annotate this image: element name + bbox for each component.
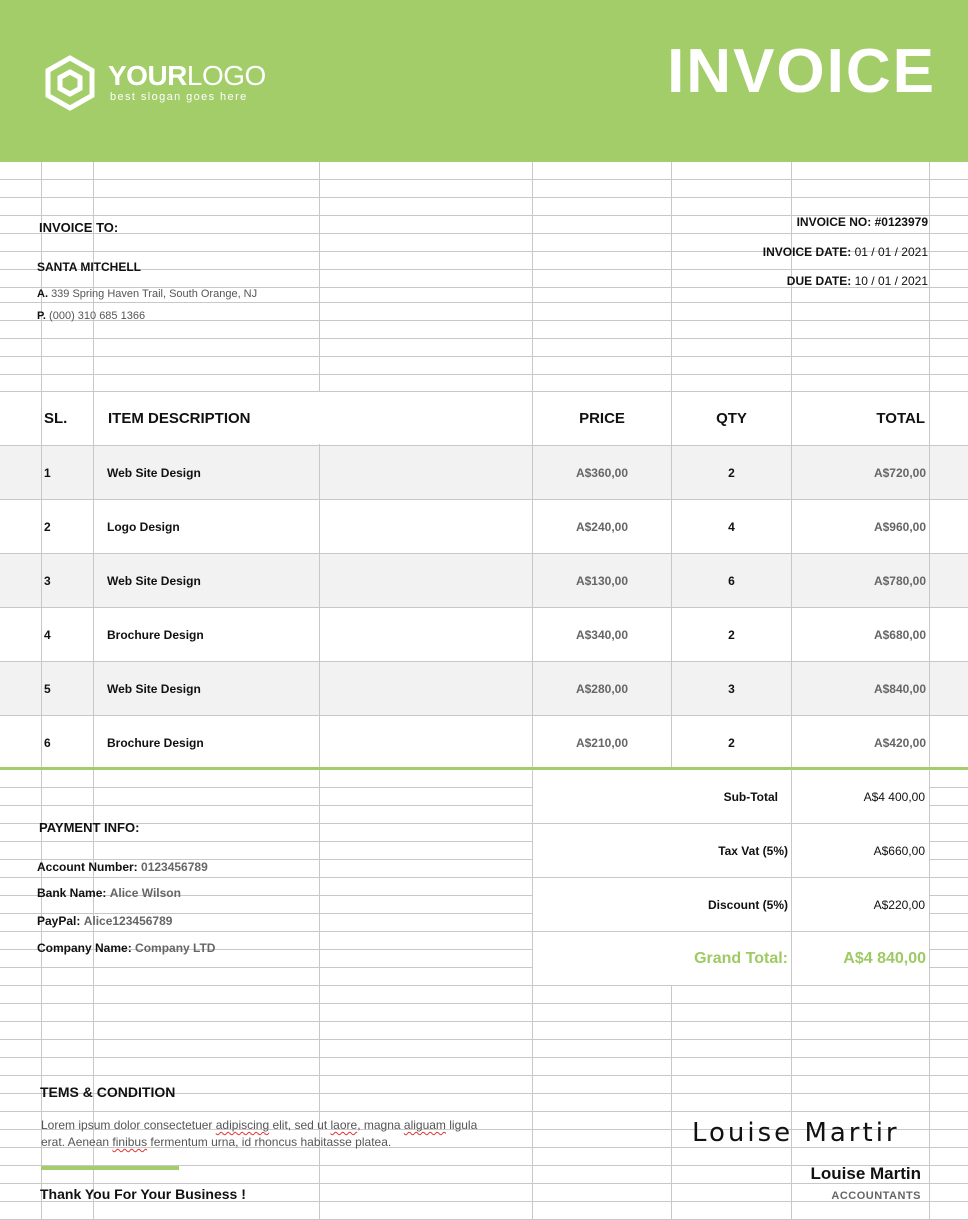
grid-line [41,392,42,445]
terms-text: erat. Aenean [41,1135,113,1149]
grid-line [0,1021,968,1022]
tax-label: Tax Vat (5%) [718,844,788,858]
row-description: Web Site Design [107,466,201,480]
col-header-total: TOTAL [876,410,925,427]
client-address [37,288,257,300]
grid-line [0,356,968,357]
row-total: A$840,00 [873,682,926,696]
row-qty: 6 [728,574,735,588]
col-header-price: PRICE [579,410,625,427]
row-qty: 4 [728,520,735,534]
col-header-qty: QTY [716,410,747,427]
logo-wordmark [108,60,266,92]
grid-line [0,499,968,500]
company-name-label: Company Name: [37,941,132,955]
bank-name-label: Bank Name: [37,886,107,900]
phone-value: (000) 310 685 1366 [49,310,146,322]
row-price: A$340,00 [575,628,629,642]
grid-line [0,302,968,303]
row-price: A$360,00 [575,466,629,480]
terms-accent-bar [41,1166,179,1170]
invoice-to-heading: INVOICE TO: [39,220,119,235]
grid-line [0,374,968,375]
grid-line [0,1111,968,1112]
row-qty: 2 [728,466,735,480]
row-qty: 2 [728,736,735,750]
terms-text: fermentum urna, id rhoncus habitasse platea. [147,1135,392,1149]
invoice-title: INVOICE [667,37,936,106]
grid-line [0,1039,968,1040]
row-total: A$780,00 [873,574,926,588]
thank-you-note: Thank You For Your Business ! [40,1186,246,1202]
row-qty: 3 [728,682,735,696]
invoice-number: INVOICE NO: #0123979 [796,215,928,229]
row-description: Web Site Design [107,682,201,696]
row-total: A$960,00 [873,520,926,534]
totals-divider [791,769,792,985]
col-header-description: ITEM DESCRIPTION [108,410,251,427]
terms-text: elit, sed ut [269,1118,331,1132]
terms-text: ligula [445,1118,478,1132]
signer-role: ACCOUNTANTS [831,1190,921,1202]
col-header-sl: SL. [44,410,68,427]
invoice-date-label: INVOICE DATE: [762,245,852,259]
totals-divider [532,985,930,986]
row-sl: 5 [44,682,51,696]
logo-word-your: YOUR [108,60,187,91]
table-bottom-accent [0,767,968,770]
tax-value: A$660,00 [873,844,925,858]
bank-name-value: Alice Wilson [109,886,181,900]
terms-text: , magna [357,1118,404,1132]
subtotal-label: Sub-Total [723,790,778,804]
row-total: A$720,00 [873,466,926,480]
grid-line [0,607,968,608]
row-description: Brochure Design [107,628,204,642]
row-description: Web Site Design [107,574,201,588]
row-price: A$210,00 [575,736,629,750]
row-price: A$130,00 [575,574,629,588]
grand-total-label: Grand Total: [694,950,788,967]
grid-line [0,553,968,554]
signer-name: Louise Martin [810,1164,921,1183]
grid-line [0,197,968,198]
grid-line [929,392,930,445]
terms-text: Lorem ipsum dolor consectetuer [41,1118,216,1132]
account-number [37,860,208,874]
totals-divider [532,931,930,932]
phone-label: P. [37,310,46,322]
paypal-value: Alice123456789 [83,914,173,928]
grid-line [0,233,968,234]
terms-heading: TEMS & CONDITION [40,1084,176,1100]
bank-name [37,886,181,900]
grid-line [0,269,968,270]
grid-line [0,1003,968,1004]
terms-text: adipiscing [215,1118,270,1132]
row-sl: 4 [44,628,51,642]
row-qty: 2 [728,628,735,642]
hexagon-logo-icon [44,55,96,111]
grid-line [0,320,968,321]
terms-text: laore [330,1118,358,1132]
row-total: A$420,00 [873,736,926,750]
payment-info-heading: PAYMENT INFO: [39,820,140,835]
row-sl: 2 [44,520,51,534]
logo-word-logo: LOGO [186,60,266,91]
terms-line-2 [41,1135,391,1149]
grand-total-value: A$4 840,00 [843,950,926,967]
row-sl: 1 [44,466,51,480]
row-sl: 3 [44,574,51,588]
grid-line [0,1075,968,1076]
account-number-label: Account Number: [37,860,138,874]
address-value: 339 Spring Haven Trail, South Orange, NJ [51,288,258,300]
row-description: Brochure Design [107,736,204,750]
due-date-label: DUE DATE: [786,274,852,288]
grid-line [0,338,968,339]
row-total: A$680,00 [873,628,926,642]
discount-value: A$220,00 [873,898,925,912]
grid-line [0,715,968,716]
row-price: A$280,00 [575,682,629,696]
paypal [37,914,172,928]
row-description: Logo Design [107,520,180,534]
due-date [700,274,928,288]
due-date-value: 10 / 01 / 2021 [854,274,928,288]
client-phone [37,310,145,322]
totals-divider [532,877,930,878]
client-name: SANTA MITCHELL [37,260,141,274]
grid-line [0,179,968,180]
terms-line-1 [41,1118,477,1132]
address-label: A. [37,288,48,300]
grid-line [0,661,968,662]
totals-divider [532,823,930,824]
invoice-date [700,245,928,259]
grid-line [0,1057,968,1058]
grid-line [0,445,968,446]
company-name [37,941,215,955]
row-price: A$240,00 [575,520,629,534]
discount-label: Discount (5%) [707,898,788,912]
paypal-label: PayPal: [37,914,81,928]
subtotal-value: A$4 400,00 [863,790,925,804]
terms-text: aliguam [403,1118,446,1132]
company-name-value: Company LTD [135,941,216,955]
totals-divider [929,769,930,985]
row-sl: 6 [44,736,51,750]
logo-slogan: best slogan goes here [110,91,248,103]
account-number-value: 0123456789 [141,860,208,874]
terms-text: finibus [112,1135,148,1149]
signature-script: Louise Martir [692,1118,900,1148]
totals-divider [532,769,533,985]
invoice-date-value: 01 / 01 / 2021 [854,245,928,259]
grid-line [929,162,930,1220]
grid-line [93,392,94,445]
